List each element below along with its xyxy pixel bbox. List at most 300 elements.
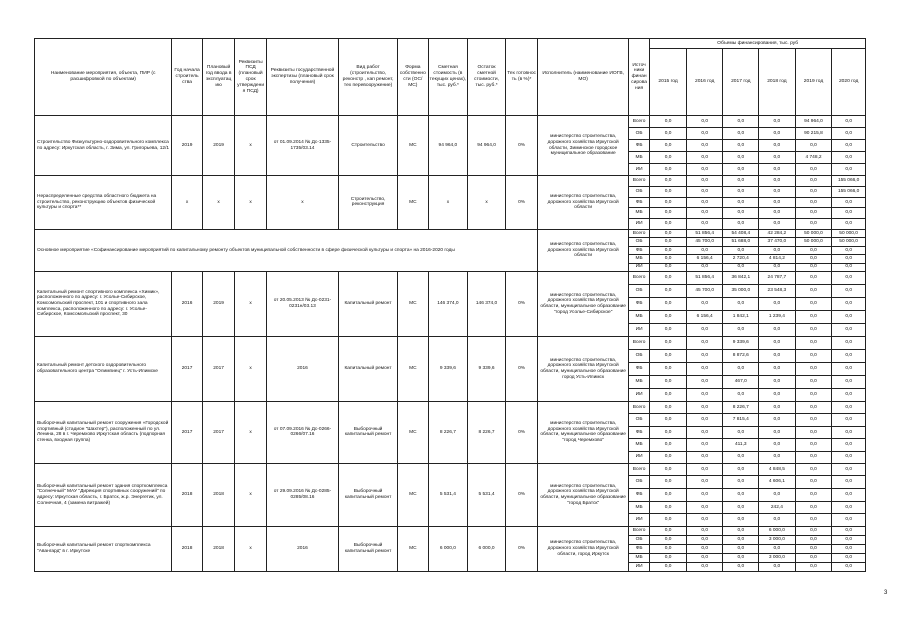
readiness: 0%: [505, 271, 538, 336]
funding-amount: 9 339,6: [723, 336, 759, 349]
funding-amount: 0,0: [795, 463, 832, 476]
header-year: 2015 год: [650, 49, 687, 116]
funding-source: Всего: [628, 271, 649, 284]
funding-amount: 0,0: [759, 152, 796, 164]
funding-amount: 0,0: [832, 128, 866, 140]
funding-amount: 0,0: [832, 562, 866, 571]
work-type: Капитальный ремонт: [339, 271, 398, 336]
expertise-details: от 01.09.2014 № Дс-1335-1735/03.14: [266, 116, 338, 176]
table-row: [35, 526, 866, 535]
funding-amount: 0,0: [795, 514, 832, 527]
funding-source: Всего: [628, 229, 649, 237]
funding-amount: 54 408,4: [723, 229, 759, 237]
funding-amount: 0,0: [686, 128, 723, 140]
funding-amount: 0,0: [759, 451, 796, 463]
funding-amount: 0,0: [759, 336, 796, 349]
funding-amount: 0,0: [650, 553, 687, 562]
funding-amount: 0,0: [832, 451, 866, 463]
funding-amount: 0,0: [686, 140, 723, 152]
header-executor: Исполнитель (наименование ИОГВ, МО): [538, 39, 629, 116]
funding-amount: 0,0: [723, 219, 759, 230]
funding-amount: 0,0: [832, 271, 866, 284]
funding-amount: 6 156,4: [686, 255, 723, 263]
funding-amount: 0,0: [832, 297, 866, 310]
funding-amount: 8 226,7: [723, 401, 759, 413]
funding-amount: 36 842,1: [723, 271, 759, 284]
funding-amount: 0,0: [832, 476, 866, 489]
funding-amount: 23 548,3: [759, 284, 796, 297]
executor: министерство строительства, дорожного хозяйства Иркутской области: [538, 229, 629, 271]
executor: министерство строительства, дорожного хозяйства Иркутской области: [538, 176, 629, 230]
table-row: [35, 116, 866, 128]
funding-amount: 0,0: [686, 553, 723, 562]
funding-amount: 2 720,4: [723, 255, 759, 263]
funding-amount: 0,0: [723, 514, 759, 527]
funding-amount: 0,0: [759, 401, 796, 413]
funding-amount: 0,0: [650, 186, 687, 197]
funding-amount: 0,0: [723, 152, 759, 164]
funding-source: Всего: [628, 401, 649, 413]
funding-amount: 0,0: [650, 375, 687, 388]
funding-source: МБ: [628, 501, 649, 514]
ownership: МС: [398, 176, 429, 230]
funding-amount: 0,0: [832, 489, 866, 502]
readiness: 0%: [505, 116, 538, 176]
funding-source: ОБ: [628, 349, 649, 362]
funding-amount: 0,0: [650, 164, 687, 176]
funding-amount: 0,0: [795, 176, 832, 187]
commission-year: 2019: [202, 116, 235, 176]
expertise-details: от 20.05.2013 № Дс-0231-0231н/03.13: [266, 271, 338, 336]
funding-amount: 0,0: [723, 451, 759, 463]
funding-amount: 50 000,0: [795, 238, 832, 246]
funding-amount: 0,0: [795, 186, 832, 197]
funding-amount: 0,0: [723, 197, 759, 208]
funding-source: МБ: [628, 439, 649, 451]
funding-amount: 0,0: [686, 514, 723, 527]
funding-amount: 3 000,0: [759, 535, 796, 544]
funding-amount: 0,0: [795, 526, 832, 535]
funding-amount: 0,0: [686, 164, 723, 176]
funding-amount: 155 066,0: [832, 186, 866, 197]
funding-amount: 0,0: [759, 562, 796, 571]
funding-amount: 0,0: [759, 263, 796, 271]
funding-amount: 0,0: [759, 246, 796, 254]
ownership: МС: [398, 336, 429, 401]
header-volumes: Объемы финансирования, тыс. руб: [650, 39, 866, 49]
funding-amount: 0,0: [650, 476, 687, 489]
funding-amount: 0,0: [723, 116, 759, 128]
funding-amount: 0,0: [832, 140, 866, 152]
start-year: 2018: [172, 463, 203, 526]
funding-amount: 0,0: [759, 128, 796, 140]
funding-amount: 0,0: [650, 544, 687, 553]
funding-amount: 0,0: [686, 526, 723, 535]
funding-amount: 0,0: [795, 271, 832, 284]
funding-amount: 0,0: [650, 229, 687, 237]
funding-amount: 4 814,2: [759, 255, 796, 263]
remaining-cost: 9 339,6: [468, 336, 506, 401]
funding-amount: 50 000,0: [795, 229, 832, 237]
funding-source: ИИ: [628, 388, 649, 401]
funding-amount: 0,0: [759, 219, 796, 230]
funding-amount: 0,0: [795, 208, 832, 219]
funding-source: ИИ: [628, 562, 649, 571]
funding-amount: 0,0: [686, 152, 723, 164]
funding-amount: 45 700,0: [686, 238, 723, 246]
funding-amount: 0,0: [832, 375, 866, 388]
funding-amount: 0,0: [686, 336, 723, 349]
funding-source: Всего: [628, 336, 649, 349]
header-year: 2016 год: [686, 49, 723, 116]
executor: министерство строительства, дорожного хозяйства Иркутской области, Зиминское городское муниципальное образование: [538, 116, 629, 176]
funding-amount: 0,0: [832, 426, 866, 438]
funding-amount: 0,0: [832, 401, 866, 413]
header-psd: Реквизиты ПСД (плановый срок утверждени я ПСД): [235, 39, 267, 116]
funding-amount: 0,0: [759, 362, 796, 375]
funding-amount: 0,0: [650, 176, 687, 187]
psd-details: х: [235, 176, 267, 230]
funding-amount: 0,0: [686, 562, 723, 571]
start-year: х: [172, 176, 203, 230]
work-type: Строительство: [339, 116, 398, 176]
funding-amount: 0,0: [723, 362, 759, 375]
header-commission: Плановый год ввода в эксплуатац ию: [202, 39, 235, 116]
funding-amount: 0,0: [650, 562, 687, 571]
funding-amount: 0,0: [795, 439, 832, 451]
funding-amount: 0,0: [795, 553, 832, 562]
funding-amount: 0,0: [686, 439, 723, 451]
funding-amount: 0,0: [650, 219, 687, 230]
funding-amount: 0,0: [650, 426, 687, 438]
funding-amount: 0,0: [723, 526, 759, 535]
funding-source: Всего: [628, 116, 649, 128]
funding-amount: 0,0: [795, 323, 832, 336]
executor: министерство строительства, дорожного хозяйства Иркутской области, муниципальное образование "город Черемхово": [538, 401, 629, 463]
funding-amount: 0,0: [723, 297, 759, 310]
funding-source: ИИ: [628, 323, 649, 336]
funding-amount: 0,0: [795, 544, 832, 553]
funding-amount: 0,0: [795, 414, 832, 426]
funding-amount: 0,0: [686, 263, 723, 271]
funding-amount: 0,0: [832, 208, 866, 219]
funding-amount: 0,0: [795, 164, 832, 176]
funding-amount: 0,0: [795, 246, 832, 254]
funding-amount: 0,0: [832, 349, 866, 362]
funding-amount: 0,0: [723, 544, 759, 553]
funding-amount: 1 842,1: [723, 310, 759, 323]
funding-amount: 0,0: [686, 476, 723, 489]
funding-amount: 0,0: [832, 388, 866, 401]
funding-amount: 0,0: [650, 451, 687, 463]
expertise-details: от 29.09.2016 № Дс-0285-0285/08.16: [266, 463, 338, 526]
funding-source: ОБ: [628, 414, 649, 426]
funding-amount: 0,0: [650, 501, 687, 514]
funding-amount: 0,0: [650, 284, 687, 297]
table-row: [35, 401, 866, 413]
funding-amount: 0,0: [759, 116, 796, 128]
funding-amount: 0,0: [832, 463, 866, 476]
funding-amount: 8 872,6: [723, 349, 759, 362]
funding-amount: 0,0: [686, 544, 723, 553]
funding-amount: 3 000,0: [759, 553, 796, 562]
funding-amount: 0,0: [686, 116, 723, 128]
funding-amount: 0,0: [759, 208, 796, 219]
funding-amount: 0,0: [795, 310, 832, 323]
remaining-cost: 5 531,4: [468, 463, 506, 526]
readiness: 0%: [505, 176, 538, 230]
funding-amount: 0,0: [759, 489, 796, 502]
funding-amount: 0,0: [723, 323, 759, 336]
funding-source: ОБ: [628, 238, 649, 246]
section-title: Основное мероприятие «Софинансирование мероприятий по капитальному ремонту объектов муниципальной собственности в сфере физической культуры и спорта» на 2016-2020 годы: [35, 229, 538, 271]
funding-amount: 0,0: [686, 535, 723, 544]
funding-amount: 0,0: [795, 297, 832, 310]
header-readiness: Тех готовнос ть (в %)*: [505, 39, 538, 116]
funding-amount: 4 848,5: [759, 463, 796, 476]
funding-amount: 0,0: [650, 128, 687, 140]
funding-amount: 0,0: [795, 489, 832, 502]
funding-amount: 0,0: [832, 255, 866, 263]
estimate-cost: 9 339,6: [428, 336, 468, 401]
funding-amount: 0,0: [650, 323, 687, 336]
funding-amount: 0,0: [686, 219, 723, 230]
funding-source: МБ: [628, 255, 649, 263]
funding-amount: 35 000,0: [723, 284, 759, 297]
funding-amount: 0,0: [650, 263, 687, 271]
expertise-details: 2016: [266, 336, 338, 401]
funding-amount: 0,0: [832, 197, 866, 208]
financing-table: [34, 38, 866, 572]
funding-amount: 0,0: [795, 401, 832, 413]
commission-year: 2019: [202, 271, 235, 336]
header-name: Наименование мероприятия, объекта, ПИР (с расшифровкой по объектам): [35, 39, 172, 116]
funding-amount: 0,0: [795, 362, 832, 375]
start-year: 2017: [172, 336, 203, 401]
funding-amount: 50 000,0: [832, 238, 866, 246]
funding-amount: 0,0: [795, 349, 832, 362]
ownership: МС: [398, 526, 429, 571]
expertise-details: 2016: [266, 526, 338, 571]
start-year: 2017: [172, 401, 203, 463]
header-work-type: Вид работ (строительство, реконстр , кап ремонт, тех перевооружение): [339, 39, 398, 116]
funding-amount: 0,0: [686, 463, 723, 476]
work-type: Выборочный капитальный ремонт: [339, 526, 398, 571]
header-remainder: Остаток сметной стоимости, тыс. руб.*: [468, 39, 506, 116]
remaining-cost: 8 226,7: [468, 401, 506, 463]
funding-amount: 45 700,0: [686, 284, 723, 297]
funding-amount: 0,0: [723, 553, 759, 562]
funding-amount: 0,0: [686, 375, 723, 388]
commission-year: 2018: [202, 463, 235, 526]
page-number: 3: [884, 590, 888, 596]
object-name: Капитальный ремонт спортивного комплекса «Химик», расположенного по адресу: г. Усолье-Сибирское, Комсомольский проспект, 101 и спортивного зала комплекса, расположенного по адресу: г. Усолье-Сибирское, Комсомольский проспект, 30: [35, 271, 172, 336]
funding-amount: 0,0: [650, 414, 687, 426]
funding-amount: 0,0: [759, 297, 796, 310]
remaining-cost: 6 000,0: [468, 526, 506, 571]
funding-amount: 0,0: [832, 514, 866, 527]
remaining-cost: 94 964,0: [468, 116, 506, 176]
funding-amount: 411,3: [723, 439, 759, 451]
funding-amount: 1 239,4: [759, 310, 796, 323]
funding-amount: 0,0: [723, 140, 759, 152]
funding-amount: 155 066,0: [832, 176, 866, 187]
funding-amount: 0,0: [795, 562, 832, 571]
funding-source: ФБ: [628, 140, 649, 152]
funding-amount: 0,0: [650, 526, 687, 535]
header-ownership: Форма собственно сти (ОС/ МС): [398, 39, 429, 116]
object-name: Капитальный ремонт детского оздоровительного образовательного центра "Олимпиец" г. Усть-Илимске: [35, 336, 172, 401]
funding-amount: 0,0: [759, 514, 796, 527]
start-year: 2016: [172, 271, 203, 336]
funding-amount: 0,0: [650, 238, 687, 246]
funding-amount: 0,0: [686, 297, 723, 310]
funding-amount: 0,0: [723, 263, 759, 271]
funding-amount: 0,0: [686, 208, 723, 219]
funding-amount: 0,0: [723, 128, 759, 140]
object-name: Выборочный капитальный ремонт сооружения «Городской спортивный (стадион "Шахтер"), расположенный по ул. Ленина, 28 в г. Черемхово Иркутская область (подпорная стенка, входная группа): [35, 401, 172, 463]
funding-amount: 0,0: [759, 349, 796, 362]
object-name: Выборочный капитальный ремонт здания спорткомплекса "Солнечный" МАУ "Дирекция спортивных сооружений" по адресу: Иркутская область, г. Братск, ж.р. Энергетик, ул. Солнечная, 4 (замена витражей): [35, 463, 172, 526]
funding-amount: 0,0: [723, 501, 759, 514]
funding-amount: 0,0: [759, 140, 796, 152]
executor: министерство строительства, дорожного хозяйства Иркутской области, город Иркутск: [538, 526, 629, 571]
funding-amount: 0,0: [650, 255, 687, 263]
executor: министерство строительства, дорожного хозяйства Иркутской области, муниципальное образование "город Братск": [538, 463, 629, 526]
funding-amount: 94 964,0: [795, 116, 832, 128]
funding-amount: 0,0: [832, 414, 866, 426]
funding-source: МБ: [628, 310, 649, 323]
header-year: 2019 год: [795, 49, 832, 116]
funding-amount: 0,0: [723, 489, 759, 502]
funding-amount: 0,0: [723, 164, 759, 176]
funding-amount: 51 856,4: [686, 229, 723, 237]
funding-source: МБ: [628, 152, 649, 164]
funding-amount: 0,0: [686, 414, 723, 426]
commission-year: 2017: [202, 336, 235, 401]
object-name: Строительство Физкультурно-оздоровительного комплекса по адресу: Иркутская область, г. Зима, ул. Григорьева, 12/1: [35, 116, 172, 176]
header-year: 2017 год: [723, 49, 759, 116]
funding-amount: 0,0: [686, 489, 723, 502]
readiness: 0%: [505, 336, 538, 401]
funding-amount: 0,0: [795, 336, 832, 349]
funding-source: ФБ: [628, 197, 649, 208]
funding-amount: 6 156,4: [686, 310, 723, 323]
funding-amount: 0,0: [759, 414, 796, 426]
funding-amount: 0,0: [686, 176, 723, 187]
funding-source: Всего: [628, 526, 649, 535]
header-expertise: Реквизиты государственной экспертизы (плановый срок получения): [266, 39, 338, 116]
funding-amount: 0,0: [650, 401, 687, 413]
funding-amount: 0,0: [686, 362, 723, 375]
funding-amount: 0,0: [650, 388, 687, 401]
funding-amount: 0,0: [759, 164, 796, 176]
funding-amount: 0,0: [795, 535, 832, 544]
work-type: Выборочный капитальный ремонт: [339, 401, 398, 463]
estimate-cost: 146 374,0: [428, 271, 468, 336]
funding-amount: 0,0: [759, 426, 796, 438]
funding-amount: 0,0: [795, 476, 832, 489]
psd-details: х: [235, 336, 267, 401]
object-name: Выборочный капитальный ремонт спорткомплекса "Авангард" в г. Иркутске: [35, 526, 172, 571]
funding-source: ИИ: [628, 514, 649, 527]
estimate-cost: х: [428, 176, 468, 230]
funding-amount: 0,0: [650, 208, 687, 219]
funding-amount: 0,0: [650, 246, 687, 254]
header-estimate: Сметная стоимость (в текущих ценах), тыс. руб.*: [428, 39, 468, 116]
funding-amount: 42 284,2: [759, 229, 796, 237]
funding-amount: 0,0: [686, 401, 723, 413]
executor: министерство строительства, дорожного хозяйства Иркутской области, муниципальное образование город Усть-Илимск: [538, 336, 629, 401]
funding-amount: 0,0: [759, 176, 796, 187]
funding-amount: 51 688,0: [723, 238, 759, 246]
funding-amount: 0,0: [832, 219, 866, 230]
funding-amount: 0,0: [686, 323, 723, 336]
funding-amount: 0,0: [686, 426, 723, 438]
funding-amount: 0,0: [795, 501, 832, 514]
funding-amount: 0,0: [650, 152, 687, 164]
ownership: МС: [398, 401, 429, 463]
work-type: Капитальный ремонт: [339, 336, 398, 401]
funding-amount: 4 606,1: [759, 476, 796, 489]
funding-amount: 0,0: [832, 116, 866, 128]
funding-amount: 0,0: [759, 388, 796, 401]
funding-amount: 0,0: [650, 297, 687, 310]
funding-amount: 0,0: [832, 323, 866, 336]
funding-amount: 0,0: [759, 544, 796, 553]
start-year: 2018: [172, 526, 203, 571]
funding-amount: 0,0: [832, 544, 866, 553]
readiness: 0%: [505, 463, 538, 526]
funding-amount: 0,0: [686, 388, 723, 401]
expertise-details: х: [266, 176, 338, 230]
funding-amount: 0,0: [795, 375, 832, 388]
funding-amount: 0,0: [832, 310, 866, 323]
funding-amount: 0,0: [723, 535, 759, 544]
funding-amount: 467,0: [723, 375, 759, 388]
funding-source: ИИ: [628, 451, 649, 463]
funding-amount: 0,0: [723, 246, 759, 254]
funding-amount: 37 470,0: [759, 238, 796, 246]
funding-amount: 0,0: [650, 140, 687, 152]
funding-amount: 0,0: [759, 197, 796, 208]
funding-amount: 0,0: [795, 263, 832, 271]
table-row: [35, 176, 866, 187]
funding-amount: 0,0: [795, 426, 832, 438]
funding-amount: 242,4: [759, 501, 796, 514]
funding-amount: 0,0: [723, 463, 759, 476]
funding-amount: 50 000,0: [832, 229, 866, 237]
funding-source: Всего: [628, 463, 649, 476]
funding-amount: 6 000,0: [759, 526, 796, 535]
estimate-cost: 94 964,0: [428, 116, 468, 176]
funding-amount: 0,0: [832, 535, 866, 544]
funding-amount: 0,0: [832, 284, 866, 297]
header-source: Источ ники финан сирова ния: [628, 39, 649, 116]
funding-amount: 0,0: [686, 501, 723, 514]
funding-source: ИИ: [628, 219, 649, 230]
funding-amount: 0,0: [686, 451, 723, 463]
remaining-cost: х: [468, 176, 506, 230]
ownership: МС: [398, 116, 429, 176]
funding-amount: 24 787,7: [759, 271, 796, 284]
funding-source: ФБ: [628, 246, 649, 254]
funding-amount: 51 856,4: [686, 271, 723, 284]
executor: министерство строительства, дорожного хозяйства Иркутской области, муниципальное образование "город Усолье-Сибирское": [538, 271, 629, 336]
header-start: Год начала строитель ства: [172, 39, 203, 116]
commission-year: 2018: [202, 526, 235, 571]
funding-source: ОБ: [628, 128, 649, 140]
